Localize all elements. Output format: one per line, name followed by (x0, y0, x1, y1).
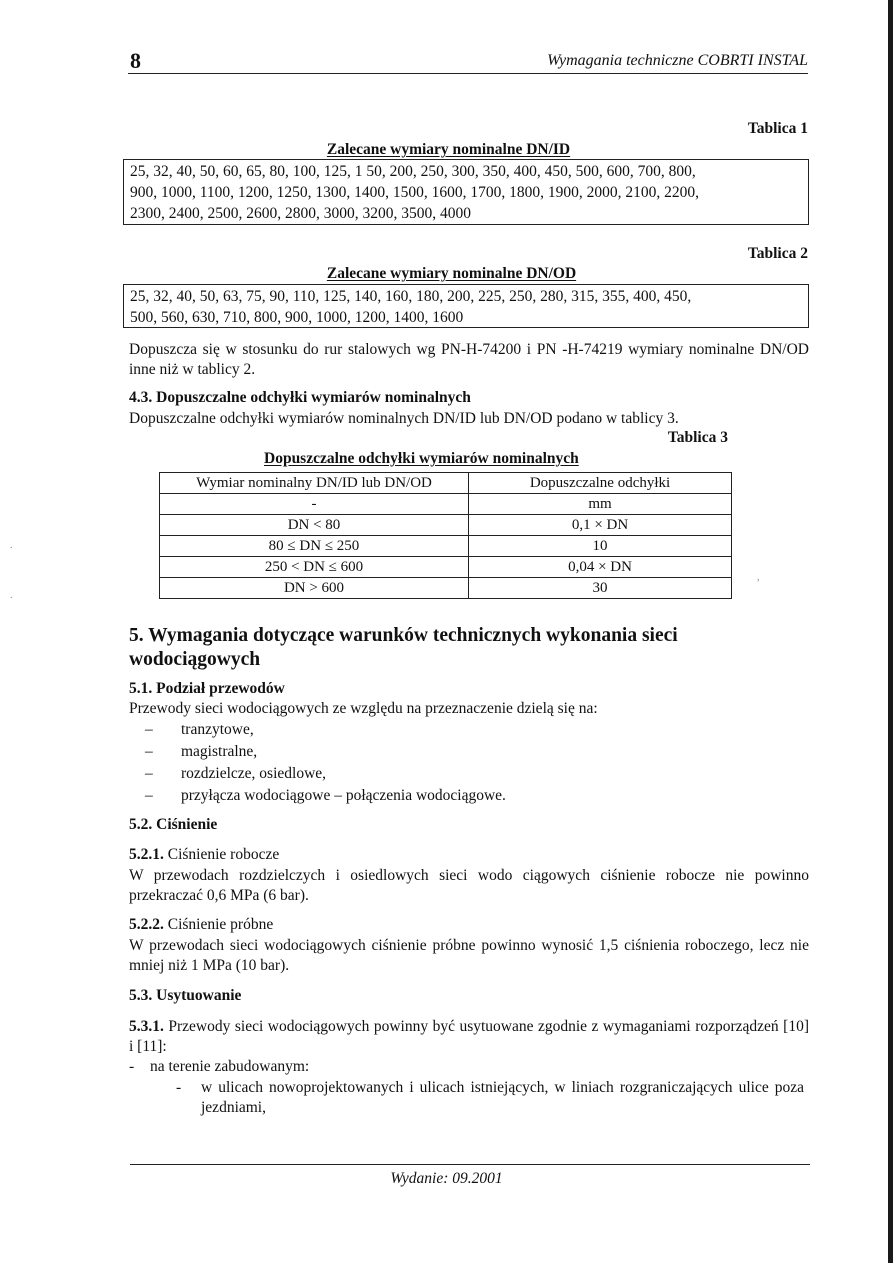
deviation-cell: 0,1 × DN (469, 515, 732, 536)
section-title: Ciśnienie próbne (167, 916, 274, 933)
location-item-dash: - (129, 1058, 135, 1075)
section-number: 5.2.1. (129, 846, 164, 863)
list-item: – tranzytowe, (133, 719, 506, 741)
range-cell: 80 ≤ DN ≤ 250 (160, 536, 469, 557)
table2-box (123, 284, 809, 328)
table3-label: Tablica 3 (667, 429, 728, 446)
column-header: Dopuszczalne odchyłki (469, 473, 732, 494)
section-title: Ciśnienie robocze (167, 846, 280, 863)
section-4-3-heading: 4.3. Dopuszczalne odchyłki wymiarów nominalnych (129, 389, 471, 406)
list-item: – przyłącza wodociągowe – połączenia wodociągowe. (133, 785, 506, 807)
table-row (160, 515, 732, 536)
deviation-cell: 30 (469, 578, 732, 599)
location-item: na terenie zabudowanym: (150, 1058, 310, 1075)
scan-mark: , (757, 572, 760, 583)
table1-box (123, 159, 809, 225)
range-cell: 250 < DN ≤ 600 (160, 557, 469, 578)
list-item: – rozdzielcze, osiedlowe, (133, 763, 506, 785)
page-number: 8 (130, 48, 141, 73)
section-5-3-heading: 5.3. Usytuowanie (129, 987, 242, 1004)
section-number: 5.2.2. (129, 916, 164, 933)
table-row (160, 536, 732, 557)
edition-footer: Wydanie: 09.2001 (390, 1170, 503, 1187)
section-5-3-1-body: Przewody sieci wodociągowych powinny być usytuowane zgodnie z wymaganiami rozporządzeń [10] i [11]: (129, 1018, 809, 1055)
table1-title: Zalecane wymiary nominalne DN/ID (326, 141, 571, 158)
table-row (160, 557, 732, 578)
list-item: – magistralne, (133, 741, 506, 763)
table2-title: Zalecane wymiary nominalne DN/OD (326, 265, 577, 282)
section-5-1-intro: Przewody sieci wodociągowych ze względu na przeznaczenie dzielą się na: (129, 700, 598, 717)
header-rule (128, 73, 808, 74)
column-header: Wymiar nominalny DN/ID lub DN/OD (160, 473, 469, 494)
range-cell: DN < 80 (160, 515, 469, 536)
location-subitem-dash: - (176, 1079, 182, 1096)
deviation-cell: 0,04 × DN (469, 557, 732, 578)
scan-mark: . (10, 590, 13, 601)
section-number: 5.3.1. (129, 1018, 164, 1035)
table2-label: Tablica 2 (747, 245, 808, 262)
section-5-1-heading: 5.1. Podział przewodów (129, 680, 285, 697)
table-units-row (160, 494, 732, 515)
section-5-3-1-text (129, 1017, 809, 1057)
table1-line: 2300, 2400, 2500, 2600, 2800, 3000, 3200, 3500, 4000 (130, 205, 471, 222)
section-5-2-1-text: W przewodach rozdzielczych i osiedlowych sieci wodo ciągowych ciśnienie robocze nie powinno przekraczać 0,6 MPa (6 bar). (129, 867, 809, 904)
table2-line: 500, 560, 630, 710, 800, 900, 1000, 1200, 1400, 1600 (130, 309, 464, 326)
section-5-2-1-heading (129, 846, 279, 864)
section-5-2-2-text: W przewodach sieci wodociągowych ciśnienie próbne powinno wynosić 1,5 ciśnienia roboczego, lecz nie mniej niż 1 MPa (10 bar). (129, 937, 809, 974)
conduit-type-list (133, 719, 506, 807)
table2-line: 25, 32, 40, 50, 63, 75, 90, 110, 125, 140, 160, 180, 200, 225, 250, 280, 315, 355, 400, 450, (130, 288, 692, 305)
location-subitem: w ulicach nowoprojektowanych i ulicach istniejących, w liniach rozgraniczających ulice poza jezdniami, (201, 1079, 804, 1116)
section-5-2-heading: 5.2. Ciśnienie (129, 816, 218, 833)
deviation-table (159, 472, 732, 599)
range-cell: DN > 600 (160, 578, 469, 599)
table1-line: 900, 1000, 1100, 1200, 1250, 1300, 1400, 1500, 1600, 1700, 1800, 1900, 2000, 2100, 2200, (130, 184, 700, 201)
unit-cell: - (160, 494, 469, 515)
deviation-cell: 10 (469, 536, 732, 557)
table1-label: Tablica 1 (747, 120, 808, 137)
unit-cell: mm (469, 494, 732, 515)
table-row (160, 578, 732, 599)
table-header-row (160, 473, 732, 494)
footer-rule (130, 1164, 810, 1165)
section-5-2-2-heading (129, 916, 273, 934)
table3-title: Dopuszczalne odchyłki wymiarów nominalnych (264, 450, 579, 467)
section-4-3-text: Dopuszczalne odchyłki wymiarów nominalnych DN/ID lub DN/OD podano w tablicy 3. (129, 410, 679, 427)
section-5-title: 5. Wymagania dotyczące warunków technicznych wykonania sieci wodociągowych (129, 625, 678, 670)
table1-line: 25, 32, 40, 50, 60, 65, 80, 100, 125, 1 50, 200, 250, 300, 350, 400, 450, 500, 600, 700, 800, (130, 163, 696, 180)
dn-od-note: Dopuszcza się w stosunku do rur stalowych wg PN-H-74200 i PN -H-74219 wymiary nominalne DN/OD inne niż w tablicy 2. (129, 341, 809, 378)
scan-page-edge (888, 0, 893, 1263)
running-header-title: Wymagania techniczne COBRTI INSTAL (547, 52, 808, 69)
scan-mark: . (10, 540, 13, 551)
